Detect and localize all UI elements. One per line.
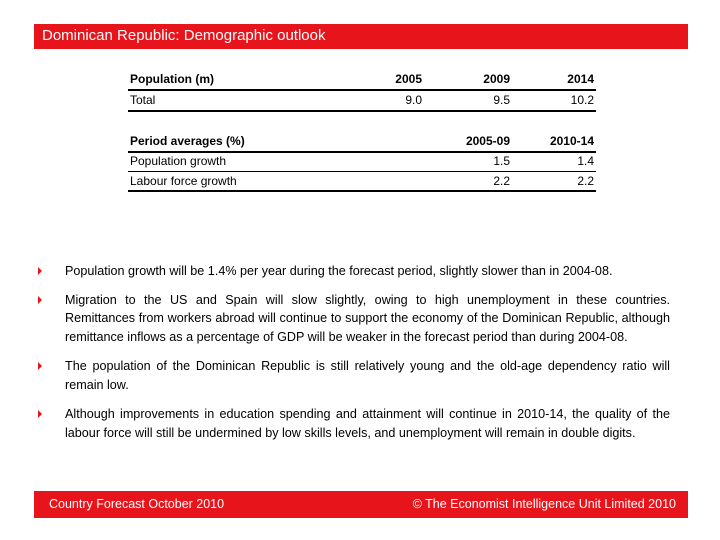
table-row <box>128 91 596 110</box>
averages-table <box>128 132 596 192</box>
value-2014: 10.2 <box>570 93 594 107</box>
header-2005-09: 2005-09 <box>465 134 510 148</box>
footer-copyright: © The Economist Intelligence Unit Limited 2010 <box>412 497 676 511</box>
population-table <box>128 70 596 112</box>
list-item <box>38 405 670 442</box>
list-item <box>38 262 670 281</box>
bullet-arrow-icon <box>38 296 42 304</box>
header-2005: 2005 <box>395 72 422 86</box>
page-title: Dominican Republic: Demographic outlook <box>42 27 326 44</box>
row-label-population-growth: Population growth <box>130 154 227 168</box>
population-header-row <box>128 70 596 89</box>
title-bar <box>34 24 688 49</box>
population-header-label: Population (m) <box>130 72 214 86</box>
footer-publication: Country Forecast October 2010 <box>49 497 225 511</box>
header-2010-14: 2010-14 <box>549 134 594 148</box>
table-row <box>128 152 596 171</box>
bullet-arrow-icon <box>38 410 42 418</box>
value-2010-14: 1.4 <box>577 154 594 168</box>
value-2005-09: 1.5 <box>493 154 510 168</box>
row-label-labour-force-growth: Labour force growth <box>130 174 237 188</box>
footer-bar <box>34 491 688 518</box>
averages-header-label: Period averages (%) <box>130 134 245 148</box>
value-2005: 9.0 <box>405 93 422 107</box>
value-2009: 9.5 <box>493 93 510 107</box>
bullet-text: Migration to the US and Spain will slow slightly, owing to high unemployment in these countries. Remittances from workers abroad will continue to support the economy of the Dominican Republic, although remittance inflows as a percentage of GDP will be weaker in the forecast period than during 2004-08. <box>65 292 670 344</box>
bullet-text: Population growth will be 1.4% per year during the forecast period, slightly slower than in 2004-08. <box>65 264 613 278</box>
value-2005-09: 2.2 <box>493 174 510 188</box>
header-2014: 2014 <box>567 72 594 86</box>
bullet-arrow-icon <box>38 267 42 275</box>
bullet-arrow-icon <box>38 362 42 370</box>
bullet-text: The population of the Dominican Republic is still relatively young and the old-age dependency ratio will remain low. <box>65 359 670 392</box>
list-item <box>38 357 670 394</box>
value-2010-14: 2.2 <box>577 174 594 188</box>
averages-header-row <box>128 132 596 151</box>
table-row <box>128 172 596 191</box>
header-2009: 2009 <box>483 72 510 86</box>
list-item <box>38 291 670 347</box>
row-label-total: Total <box>130 93 156 107</box>
bullet-list <box>38 262 670 442</box>
table-bottom-rule <box>128 190 596 192</box>
bullet-text: Although improvements in education spending and attainment will continue in 2010-14, the quality of the labour force will still be undermined by low skills levels, and unemployment will remain in double digits. <box>65 407 670 440</box>
table-bottom-rule <box>128 110 596 112</box>
